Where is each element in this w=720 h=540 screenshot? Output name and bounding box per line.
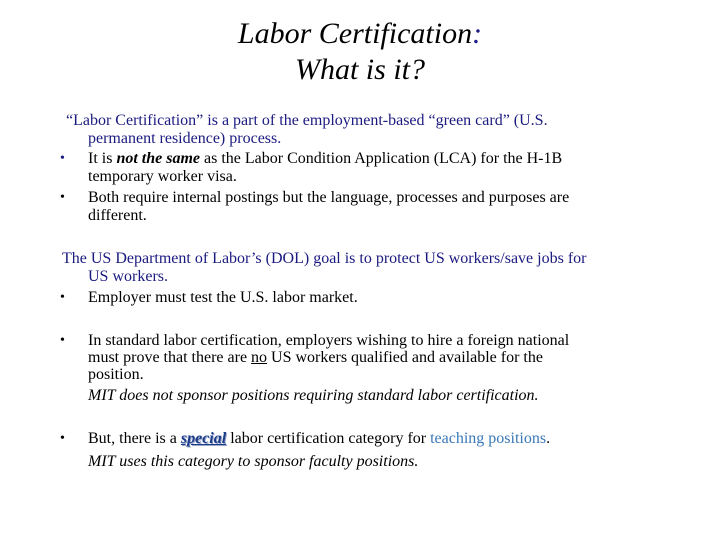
page-title (140, 16, 580, 88)
b4-pre: must prove that there are (88, 349, 252, 366)
b1-emphasis: not the same (116, 150, 201, 167)
b1-pre: It is (88, 150, 117, 167)
bullet-4-line-1: In standard labor certification, employers wishing to hire a foreign national (88, 332, 570, 349)
title-line-1 (140, 16, 580, 52)
bullet-2-cont: different. (88, 207, 147, 224)
bullet-3-text: Employer must test the U.S. labor market. (88, 289, 358, 306)
b5-pre: But, there is a (88, 430, 181, 447)
section-1-intro-cont: permanent residence) process. (88, 130, 282, 147)
b5-end: . (546, 430, 551, 447)
section-1-intro: “Labor Certification” is a part of the employment-based “green card” (U.S. (66, 112, 548, 129)
bullet-4-line-2 (88, 349, 543, 367)
section-2-intro: The US Department of Labor’s (DOL) goal is to protect US workers/save jobs for (62, 250, 587, 267)
bullet-5: • (60, 431, 65, 446)
b1-post: as the Labor Condition Application (LCA) for the H-1B (200, 150, 563, 167)
bullet-4: • (60, 333, 65, 348)
bullet-5-text (88, 430, 550, 448)
b5-special: special (180, 430, 227, 447)
b5-teaching-positions: teaching positions (430, 430, 547, 447)
bullet-2-text: Both require internal postings but the language, processes and purposes are (88, 189, 570, 206)
bullet-3: • (60, 290, 65, 305)
bullet-4-line-3: position. (88, 366, 144, 383)
bullet-1-cont: temporary worker visa. (88, 168, 237, 185)
bullet-5-note: MIT uses this category to sponsor faculty positions. (88, 453, 419, 470)
title-colon: : (472, 17, 483, 50)
title-text: Labor Certification (237, 17, 473, 50)
section-2-intro-cont: US workers. (88, 268, 168, 285)
bullet-4-note: MIT does not sponsor positions requiring standard labor certification. (88, 387, 539, 404)
b5-mid: labor certification category for (226, 430, 431, 447)
bullet-1: • (60, 151, 65, 166)
bullet-2: • (60, 190, 65, 205)
b4-underline: no (251, 349, 268, 366)
title-line-2: What is it? (294, 53, 425, 86)
bullet-1-text (88, 150, 562, 168)
b4-post: US workers qualified and available for the (267, 349, 543, 366)
